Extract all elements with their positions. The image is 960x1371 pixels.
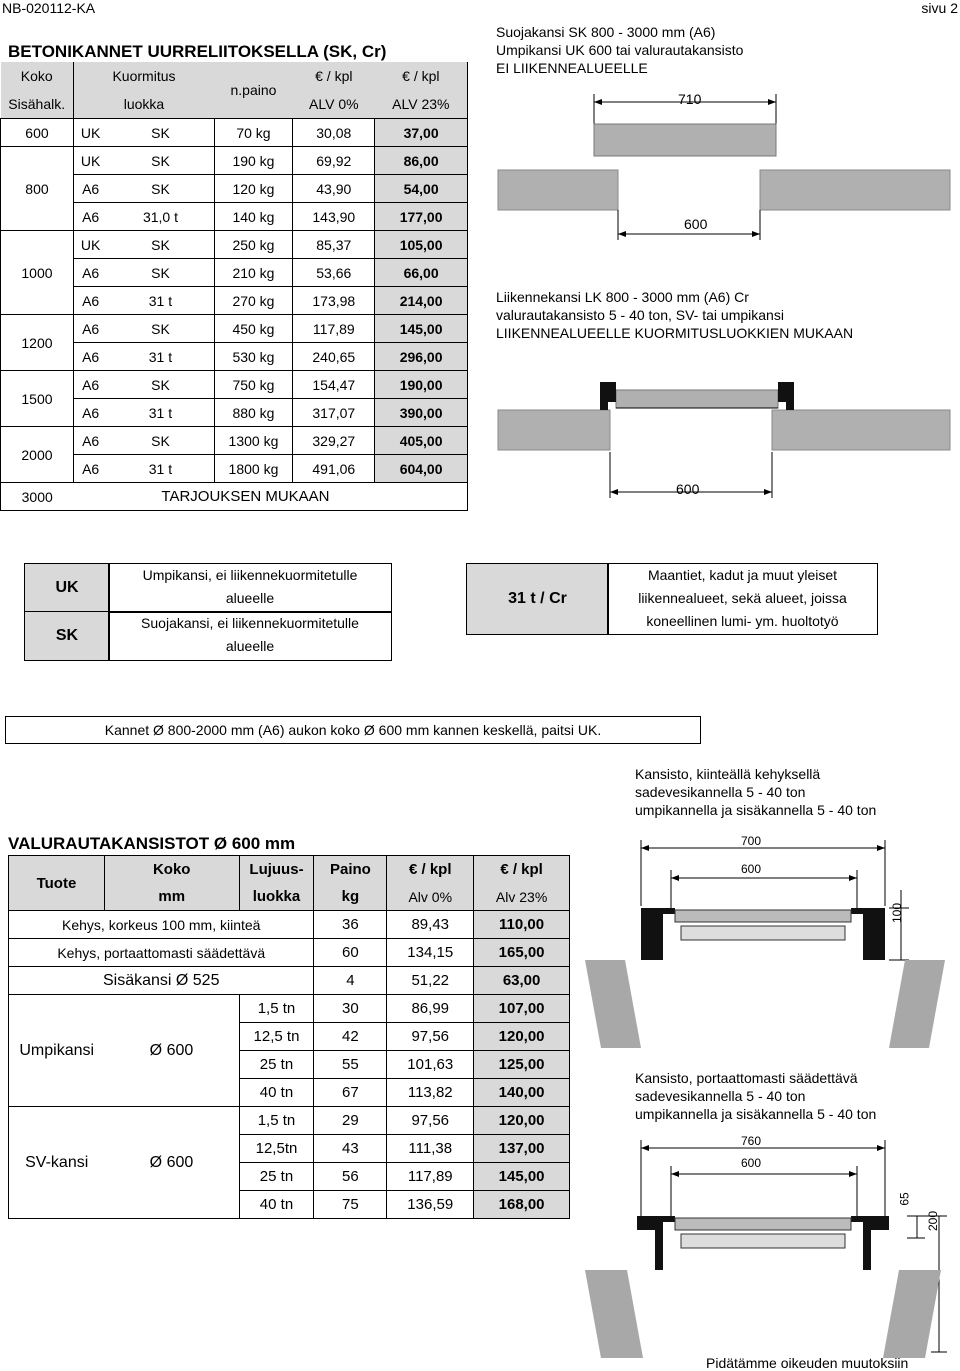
class-cell: 31 t — [107, 399, 214, 427]
price0-cell: 53,66 — [293, 259, 375, 287]
price0-cell: 329,27 — [293, 427, 375, 455]
opening-note: Kannet Ø 800-2000 mm (A6) aukon koko Ø 600 mm kannen keskellä, paitsi UK. — [5, 716, 701, 744]
type-cell: A6 — [73, 203, 107, 231]
class-cell: 31 t — [107, 287, 214, 315]
diagram-mid-line1: Liikennekansi LK 800 - 3000 mm (A6) Cr — [496, 289, 749, 305]
weight-cell: 190 kg — [214, 147, 293, 175]
price0-cell: 117,89 — [387, 1163, 474, 1191]
price0-cell: 111,38 — [387, 1135, 474, 1163]
col-price0: € / kpl — [293, 62, 375, 90]
size-cell: 3000 — [1, 483, 74, 511]
price23-cell: 66,00 — [375, 259, 468, 287]
legend-sk-desc — [108, 611, 392, 661]
main-table-title: BETONIKANNET UURRELIITOKSELLA (SK, Cr) — [8, 42, 387, 61]
col-paino: Paino — [314, 856, 387, 884]
col-koko: Koko — [1, 62, 74, 90]
dim-600-adj: 600 — [741, 1156, 762, 1170]
price0-cell: 113,82 — [387, 1079, 474, 1107]
kg-cell: 60 — [314, 939, 387, 967]
legend-uk-label: UK — [24, 563, 110, 613]
offer-cell: TARJOUKSEN MUKAAN — [73, 483, 467, 511]
legend-uk-desc — [108, 563, 392, 613]
weight-cell: 210 kg — [214, 259, 293, 287]
price23-cell: 145,00 — [474, 1163, 570, 1191]
price23-cell: 177,00 — [375, 203, 468, 231]
class-cell: SK — [107, 175, 214, 203]
price0-cell: 51,22 — [387, 967, 474, 995]
product-cell: Kehys, portaattomasti säädettävä — [9, 939, 314, 967]
class-cell: SK — [107, 147, 214, 175]
kg-cell: 55 — [314, 1051, 387, 1079]
price0-cell: 89,43 — [387, 911, 474, 939]
table-row — [1, 315, 468, 343]
class-cell: SK — [107, 231, 214, 259]
adj-frame-line3: umpikannella ja sisäkannella 5 - 40 ton — [635, 1106, 877, 1122]
legend-cr-label: 31 t / Cr — [466, 563, 609, 635]
dim-600-fixed: 600 — [741, 862, 762, 876]
price23-cell: 37,00 — [375, 119, 468, 147]
table-row — [9, 911, 570, 939]
kg-cell: 75 — [314, 1191, 387, 1219]
class-cell: 31,0 t — [107, 203, 214, 231]
diagram-top-line2: Umpikansi UK 600 tai valurautakansisto — [496, 42, 744, 58]
class-cell: 12,5 tn — [239, 1023, 314, 1051]
legend-cr-text3: koneellinen lumi- ym. huoltotyö — [646, 613, 839, 629]
col-lujuus: Lujuus- — [239, 856, 314, 884]
type-cell: A6 — [73, 427, 107, 455]
class-cell: SK — [107, 119, 214, 147]
class-cell: SK — [107, 371, 214, 399]
cast-table-title: VALURAUTAKANSISTOT Ø 600 mm — [8, 834, 296, 853]
type-cell: UK — [73, 119, 107, 147]
type-cell: A6 — [73, 315, 107, 343]
concrete-lid-price-table — [0, 62, 468, 511]
adjustable-frame-diagram — [585, 1130, 960, 1360]
kg-cell: 29 — [314, 1107, 387, 1135]
col-koko: Koko — [104, 856, 239, 884]
page-number: sivu 2 — [921, 0, 958, 16]
kg-cell: 67 — [314, 1079, 387, 1107]
price0-cell: 491,06 — [293, 455, 375, 483]
weight-cell: 120 kg — [214, 175, 293, 203]
col-mm: mm — [104, 883, 239, 911]
fixed-frame-line1: Kansisto, kiinteällä kehyksellä — [635, 766, 821, 782]
price23-cell: 120,00 — [474, 1023, 570, 1051]
price23-cell: 190,00 — [375, 371, 468, 399]
dim-700: 700 — [741, 834, 762, 848]
dim-100: 100 — [890, 902, 905, 924]
protective-lid-diagram — [490, 80, 960, 250]
price23-cell: 165,00 — [474, 939, 570, 967]
price0-cell: 117,89 — [293, 315, 375, 343]
legend-cr-desc — [607, 563, 878, 635]
price23-cell: 214,00 — [375, 287, 468, 315]
table-row — [9, 939, 570, 967]
class-cell: SK — [107, 259, 214, 287]
class-cell: 31 t — [107, 343, 214, 371]
table-row — [1, 427, 468, 455]
class-cell: SK — [107, 315, 214, 343]
col-price23-sub: ALV 23% — [375, 90, 468, 119]
type-cell: A6 — [73, 287, 107, 315]
fixed-frame-line3: umpikannella ja sisäkannella 5 - 40 ton — [635, 802, 877, 818]
size-cell: Ø 600 — [104, 995, 239, 1107]
diagram-mid-line2: valurautakansisto 5 - 40 ton, SV- tai umpikansi — [496, 307, 784, 323]
diagram-top-line1: Suojakansi SK 800 - 3000 mm (A6) — [496, 24, 716, 40]
price23-cell: 54,00 — [375, 175, 468, 203]
col-price23: € / kpl — [375, 62, 468, 90]
class-cell: 25 tn — [239, 1051, 314, 1079]
price23-cell: 110,00 — [474, 911, 570, 939]
col-kg: kg — [314, 883, 387, 911]
price23-cell: 86,00 — [375, 147, 468, 175]
price23-cell: 604,00 — [375, 455, 468, 483]
col-sisahalk: Sisähalk. — [1, 90, 74, 119]
price0-cell: 85,37 — [293, 231, 375, 259]
legend-sk-text2: alueelle — [225, 638, 275, 654]
weight-cell: 250 kg — [214, 231, 293, 259]
size-cell: 1000 — [1, 231, 74, 315]
table-row — [1, 483, 468, 511]
legend-uk-text1: Umpikansi, ei liikennekuormitetulle — [142, 567, 358, 583]
weight-cell: 880 kg — [214, 399, 293, 427]
table-row — [9, 1107, 570, 1135]
class-cell: 31 t — [107, 455, 214, 483]
legend-cr-text2: liikennealueet, sekä alueet, joissa — [638, 590, 847, 606]
weight-cell: 1300 kg — [214, 427, 293, 455]
price23-cell: 107,00 — [474, 995, 570, 1023]
table-row — [1, 231, 468, 259]
weight-cell: 750 kg — [214, 371, 293, 399]
price0-cell: 240,65 — [293, 343, 375, 371]
price23-cell: 145,00 — [375, 315, 468, 343]
diagram-top-line3: EI LIIKENNEALUEELLE — [496, 60, 648, 76]
legend-sk-label: SK — [24, 611, 110, 661]
kg-cell: 30 — [314, 995, 387, 1023]
product-cell: Kehys, korkeus 100 mm, kiinteä — [9, 911, 314, 939]
table-row — [9, 995, 570, 1023]
product-cell: SV-kansi — [9, 1107, 105, 1219]
class-cell: 1,5 tn — [239, 1107, 314, 1135]
class-cell: SK — [107, 427, 214, 455]
col-price0-sub: ALV 0% — [293, 90, 375, 119]
type-cell: A6 — [73, 399, 107, 427]
fixed-frame-line2: sadevesikannella 5 - 40 ton — [635, 784, 806, 800]
cast-iron-price-table — [8, 855, 570, 1219]
table-row — [1, 119, 468, 147]
table-row — [1, 147, 468, 175]
size-cell: 1500 — [1, 371, 74, 427]
dim-65: 65 — [897, 1192, 912, 1206]
price0-cell: 69,92 — [293, 147, 375, 175]
class-cell: 40 tn — [239, 1079, 314, 1107]
price0-cell: 154,47 — [293, 371, 375, 399]
price0-cell: 317,07 — [293, 399, 375, 427]
table-row — [1, 371, 468, 399]
price0-cell: 173,98 — [293, 287, 375, 315]
price0-cell: 97,56 — [387, 1107, 474, 1135]
kg-cell: 56 — [314, 1163, 387, 1191]
weight-cell: 530 kg — [214, 343, 293, 371]
doc-code: NB-020112-KA — [2, 0, 96, 16]
price0-cell: 86,99 — [387, 995, 474, 1023]
price23-cell: 296,00 — [375, 343, 468, 371]
class-cell: 12,5tn — [239, 1135, 314, 1163]
weight-cell: 140 kg — [214, 203, 293, 231]
size-cell: 800 — [1, 147, 74, 231]
legend-cr-text1: Maantiet, kadut ja muut yleiset — [647, 567, 838, 583]
dim-600-top: 600 — [684, 216, 708, 232]
col-p23: € / kpl — [474, 856, 570, 884]
price0-cell: 101,63 — [387, 1051, 474, 1079]
size-cell: Ø 600 — [104, 1107, 239, 1219]
product-cell: Sisäkansi Ø 525 — [9, 967, 314, 995]
price23-cell: 63,00 — [474, 967, 570, 995]
col-npaino: n.paino — [214, 62, 293, 119]
weight-cell: 70 kg — [214, 119, 293, 147]
diagram-mid-line3: LIIKENNEALUEELLE KUORMITUSLUOKKIEN MUKAAN — [496, 325, 854, 341]
class-cell: 40 tn — [239, 1191, 314, 1219]
price23-cell: 405,00 — [375, 427, 468, 455]
price23-cell: 120,00 — [474, 1107, 570, 1135]
price0-cell: 43,90 — [293, 175, 375, 203]
kg-cell: 42 — [314, 1023, 387, 1051]
dim-710: 710 — [678, 91, 702, 107]
size-cell: 1200 — [1, 315, 74, 371]
type-cell: A6 — [73, 175, 107, 203]
table-row — [9, 967, 570, 995]
col-tuote: Tuote — [9, 856, 105, 911]
type-cell: UK — [73, 231, 107, 259]
col-p23-sub: Alv 23% — [474, 883, 570, 911]
col-p0-sub: Alv 0% — [387, 883, 474, 911]
price0-cell: 30,08 — [293, 119, 375, 147]
price0-cell: 134,15 — [387, 939, 474, 967]
price23-cell: 390,00 — [375, 399, 468, 427]
kg-cell: 4 — [314, 967, 387, 995]
legend-sk-text1: Suojakansi, ei liikennekuormitetulle — [141, 615, 359, 631]
size-cell: 600 — [1, 119, 74, 147]
adj-frame-line2: sadevesikannella 5 - 40 ton — [635, 1088, 806, 1104]
price23-cell: 140,00 — [474, 1079, 570, 1107]
price23-cell: 125,00 — [474, 1051, 570, 1079]
legend-uk-text2: alueelle — [225, 590, 275, 606]
price0-cell: 143,90 — [293, 203, 375, 231]
footer-note: Pidätämme oikeuden muutoksiin — [706, 1355, 909, 1371]
price23-cell: 137,00 — [474, 1135, 570, 1163]
col-p0: € / kpl — [387, 856, 474, 884]
weight-cell: 270 kg — [214, 287, 293, 315]
weight-cell: 1800 kg — [214, 455, 293, 483]
dim-600-mid: 600 — [676, 481, 700, 497]
kg-cell: 36 — [314, 911, 387, 939]
product-cell: Umpikansi — [9, 995, 105, 1107]
kg-cell: 43 — [314, 1135, 387, 1163]
type-cell: A6 — [73, 455, 107, 483]
col-luokka: luokka — [239, 883, 314, 911]
weight-cell: 450 kg — [214, 315, 293, 343]
dim-760: 760 — [741, 1134, 762, 1148]
col-luokka: luokka — [73, 90, 214, 119]
type-cell: A6 — [73, 259, 107, 287]
traffic-lid-diagram — [490, 372, 960, 512]
dim-200: 200 — [926, 1210, 941, 1232]
price23-cell: 168,00 — [474, 1191, 570, 1219]
price0-cell: 97,56 — [387, 1023, 474, 1051]
class-cell: 1,5 tn — [239, 995, 314, 1023]
type-cell: A6 — [73, 371, 107, 399]
fixed-frame-diagram — [585, 830, 960, 1050]
type-cell: A6 — [73, 343, 107, 371]
class-cell: 25 tn — [239, 1163, 314, 1191]
type-cell: UK — [73, 147, 107, 175]
col-kuormitus: Kuormitus — [73, 62, 214, 90]
size-cell: 2000 — [1, 427, 74, 483]
price0-cell: 136,59 — [387, 1191, 474, 1219]
price23-cell: 105,00 — [375, 231, 468, 259]
adj-frame-line1: Kansisto, portaattomasti säädettävä — [635, 1070, 858, 1086]
